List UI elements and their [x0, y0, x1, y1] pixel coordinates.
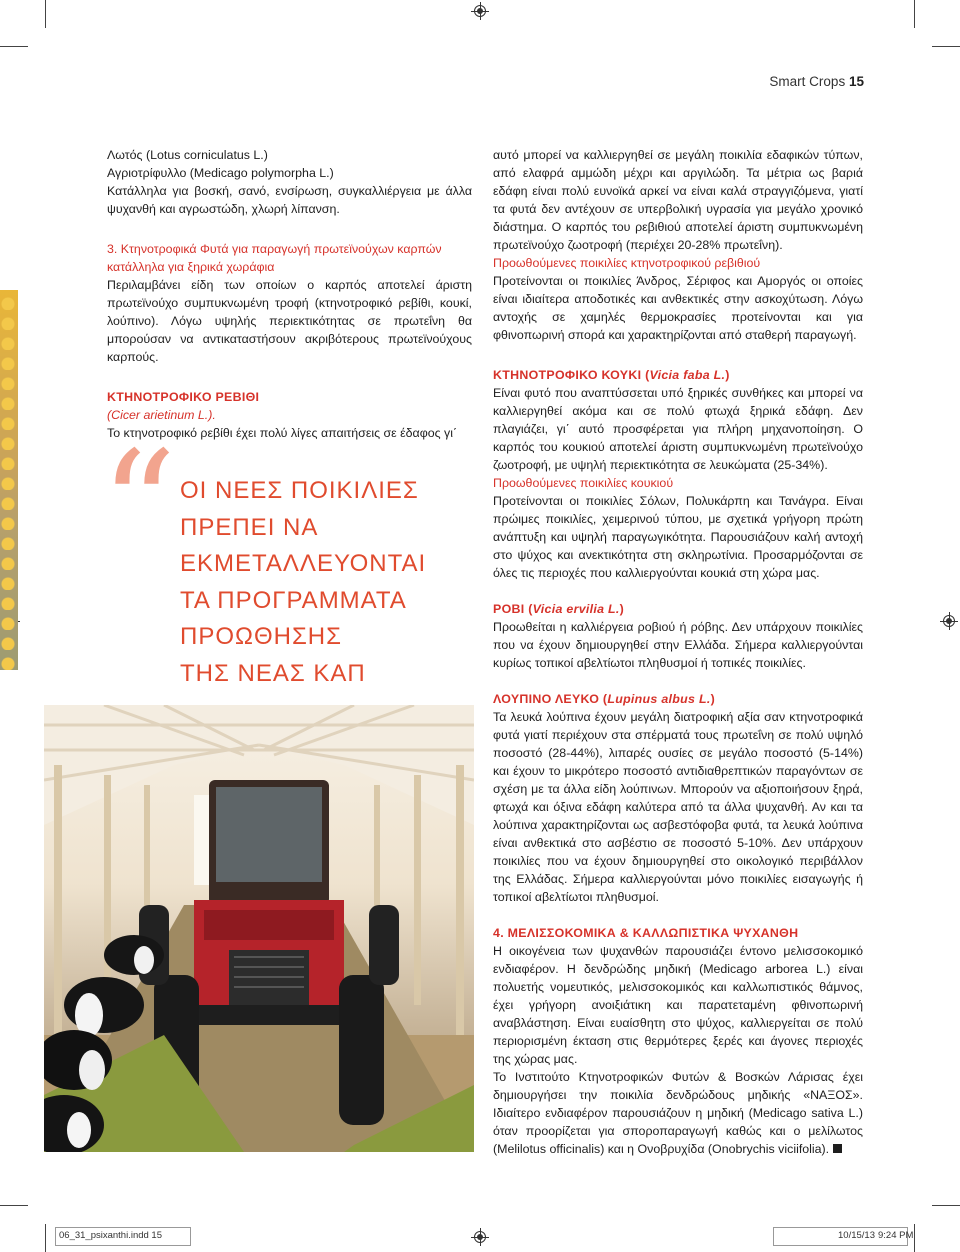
registration-mark-right: [940, 612, 958, 630]
crop-mark: [932, 46, 960, 47]
section4-heading: 4. ΜΕΛΙΣΣΟΚΟΜΙΚΑ & ΚΑΛΛΩΠΙΣΤΙΚΑ ΨΥΧΑΝΘΗ: [493, 926, 799, 940]
chickpea-varieties-label: Προωθούμενες ποικιλίες κτηνοτροφικού ρεβιθιού: [493, 256, 761, 270]
footer-date: 10/15/13: [838, 1230, 875, 1241]
intro-line: Αγριοτρίφυλλο (Medicago polymorpha L.): [107, 166, 334, 180]
chickpea-varieties: Προτείνονται οι ποικιλίες Άνδρος, Σέριφος και Αμοργός οι οποίες είναι ιδιαίτερα αποδοτικές και ανθεκτικές στην ασκοχύτωση. Λόγω αντοχής σε χαμηλές θερμοκρασίες προτείνονται και για φθινοπωρινή σπορά και χαρακτηρίζονται από σταθερή παραγωγή.: [493, 274, 863, 342]
faba-heading: ΚΤΗΝΟΤΡΟΦΙΚΟ ΚΟΥΚΙ (Vicia faba L.): [493, 368, 730, 382]
corn-kernels-image: [0, 290, 18, 670]
section3-body: Περιλαμβάνει είδη των οποίων ο καρπός αποτελεί άριστη πρωτεϊνούχο συμπυκνωμένη τροφή (κτηνοτροφικό ρεβίθι, κουκί, λούπινο). Λόγω υψηλής περιεκτικότητας σε πρωτεΐνη θα μπορούσαν να αντικαταστήσουν ακριβότερους πρωτεϊνούχους καρπούς.: [107, 278, 472, 364]
footer-file: 06_31_psixanthi.indd 15: [59, 1230, 163, 1241]
quote-mark-icon: “: [100, 420, 177, 594]
chickpea-body: Το κτηνοτροφικό ρεβίθι έχει πολύ λίγες απαιτήσεις σε έδαφος γι΄: [107, 426, 458, 440]
crop-mark: [0, 1205, 28, 1206]
chickpea-continued: αυτό μπορεί να καλλιεργηθεί σε μεγάλη ποικιλία εδαφικών τύπων, από ελαφρά αμμώδη μέχρι και αργιλώδη. Τα μέτρια ως βαριά εδάφη είναι πολύ ευνοϊκά αρκεί να είναι καλά στραγγιζόμενα, γιατί τα φυτά δεν αντέχουν σε υπερβολική υγρασία για μεγάλο χρονικό διάστημα. Ο καρπός του ρεβιθιού αποτελεί άριστη συμπυκνωμένη πρωτεϊνούχο ζωοτροφή (περιέχει 20-28% πρωτεΐνη).: [493, 148, 863, 252]
lupin-body: Τα λευκά λούπινα έχουν μεγάλη διατροφική αξία σαν κτηνοτροφικά φυτά γιατί περιέχουν στα σπέρματά τους πρωτεΐνη σε πολύ υψηλό ποσοστό (28-44%), λιπαρές ουσίες σε μεγάλο ποσοστό (5-14%) και έχουν το μικρότερο ποσοστό αντιδιαθρεπτικών παραγόντων σε σχέση με τα άλλα είδη λούπινων. Μπορούν να αξιοποιήσουν ξηρά, φτωχά και όξινα εδάφη καλύτερα από τα άλλα ψυχανθή. Αν και τα λούπινα χαρακτηρίζονται ως ασβεστόφοβα φυτά, τα λευκά λούπινα είναι ανθεκτικά στο ασβέστιο σε ποσοστό 5-10%. Δεν υπάρχουν ποικιλίες που να έχουν δημιουργηθεί στο οικολογικό περιβάλλον της Ελλάδας. Σήμερα καλλιεργούνται μόνο ποικιλίες εισαγωγής ή τοπικοί αβελτίωτοι πληθυσμοί.: [493, 710, 863, 904]
pull-quote-line: ΟΙ ΝΕΕΣ ΠΟΙΚΙΛΙΕΣ: [180, 477, 419, 504]
lupin-heading: ΛΟΥΠΙΝΟ ΛΕΥΚΟ (Lupinus albus L.): [493, 692, 716, 706]
header-title: Smart Crops: [769, 74, 846, 89]
page-number: 15: [848, 74, 864, 89]
faba-body: Είναι φυτό που αναπτύσσεται υπό ξηρικές συνθήκες και μπορεί να καλλιεργηθεί ακόμα και σε πολύ φτωχά ξηρικά εδάφη. Δεν πλαγιάζει, γι΄ αυτό προσφέρεται για πλήρη μηχανοποίηση. Ο καρπός του κουκιού αποτελεί άριστη συμπυκνωμένη πρωτεϊνούχο ζωοτροφή, με υψηλή περιεκτικότητα σε λευκώματα (25-34%).: [493, 386, 863, 472]
right-column: [493, 146, 863, 1158]
running-header: [769, 74, 864, 89]
intro-line: Λωτός (Lotus corniculatus L.): [107, 148, 268, 162]
vetch-latin: Vicia ervilia L.: [532, 602, 620, 616]
chickpea-heading: ΚΤΗΝΟΤΡΟΦΙΚΟ ΡΕΒΙΘΙ: [107, 390, 260, 404]
barn-tractor-cows-photo: [44, 705, 474, 1152]
chickpea-latin: (Cicer arietinum L.).: [107, 408, 216, 422]
section4-body: Η οικογένεια των ψυχανθών παρουσιάζει έντονο μελισσοκομικό ενδιαφέρον. Η δενδρώδης μηδική (Medicago arborea L.) είναι πολυετής νομευτικός, μελισσοκομικός και καλλωπιστικός θάμνος, έχει γρήγορη ανοιξιάτικη και παρατεταμένη φθινοπωρινή αναβλάστηση. Είναι ευαίσθητη στο ψύχος, καλλιεργείται σε πολύ περιορισμένη έκταση στις θερμότερες ξερές και άγονες περιοχές της χώρας μας.: [493, 944, 863, 1066]
pull-quote-line: ΠΡΕΠΕΙ ΝΑ: [180, 513, 319, 541]
left-column: [107, 146, 472, 442]
faba-latin: Vicia faba L.: [649, 368, 726, 382]
section4-body-2: Το Ινστιτούτο Κτηνοτροφικών Φυτών & Βοσκών Λάρισας έχει δημιουργήσει την ποικιλία δενδρώδους μηδικής «ΝΑΞΟΣ». Ιδιαίτερο ενδιαφέρον παρουσιάζουν η μηδική (Medicago sativa L.) όταν προορίζεται για σποροπαραγωγή καθώς και ο μελίλωτος (Melilotus officinalis) και η Ονοβρυχίδα (Onobrychis viciifolia).: [493, 1070, 863, 1156]
end-mark-icon: [833, 1144, 842, 1153]
crop-mark: [0, 46, 28, 47]
vetch-heading: ΡΟΒΙ (Vicia ervilia L.): [493, 602, 625, 616]
crop-mark: [914, 1224, 915, 1252]
pull-quote: [180, 473, 480, 692]
intro-line: Κατάλληλα για βοσκή, σανό, ενσίρωση, συγκαλλιέργεια με άλλα ψυχανθή και αγρωστώδη, χλωρή λίπανση.: [107, 184, 472, 216]
pull-quote-line: ΤΑ ΠΡΟΓΡΑΜΜΑΤΑ: [180, 586, 407, 614]
crop-mark: [932, 1205, 960, 1206]
pull-quote-line: ΤΗΣ ΝΕΑΣ ΚΑΠ: [180, 659, 366, 687]
vetch-body: Προωθείται η καλλιέργεια ροβιού ή ρόβης. Δεν υπάρχουν ποικιλίες που να έχουν δημιουργηθεί στην Ελλάδα. Σήμερα καλλιεργούνται κυρίως τοπικοί αβελτίωτοι πληθυσμοί ή τοπικές ποικιλίες.: [493, 620, 863, 670]
lupin-latin: Lupinus albus L.: [607, 692, 711, 706]
crop-mark: [45, 1224, 46, 1252]
crop-mark: [914, 0, 915, 28]
registration-mark-top: [471, 2, 489, 20]
faba-varieties: Προτείνονται οι ποικιλίες Σόλων, Πολυκάρπη και Τανάγρα. Είναι πρώιμες ποικιλίες, χειμερινού τύπου, με σχετικά γρήγορη πρώτη ανάπτυξη και υψηλή παραγωγικότητα. Παρουσιάζουν καλή αντοχή στο ψύχος και ανεκτικότητα στη σκληρωτίνια. Προσαρμόζονται σε όλες τις περιοχές που καλλιεργούνται κουκιά στη χώρα μας.: [493, 494, 863, 580]
crop-mark: [45, 0, 46, 28]
pull-quote-line: ΕΚΜΕΤΑΛΛΕΥΟΝΤΑΙ: [180, 550, 427, 577]
footer-time: 9:24 PM: [878, 1230, 914, 1241]
section3-heading: 3. Κτηνοτροφικά Φυτά για παραγωγή πρωτεϊνούχων καρπών κατάλληλα για ξηρικά χωράφια: [107, 242, 442, 274]
pull-quote-line: ΠΡΟΩΘΗΣΗΣ: [180, 623, 342, 650]
faba-varieties-label: Προωθούμενες ποικιλίες κουκιού: [493, 476, 674, 490]
registration-mark-bottom: [471, 1228, 489, 1246]
